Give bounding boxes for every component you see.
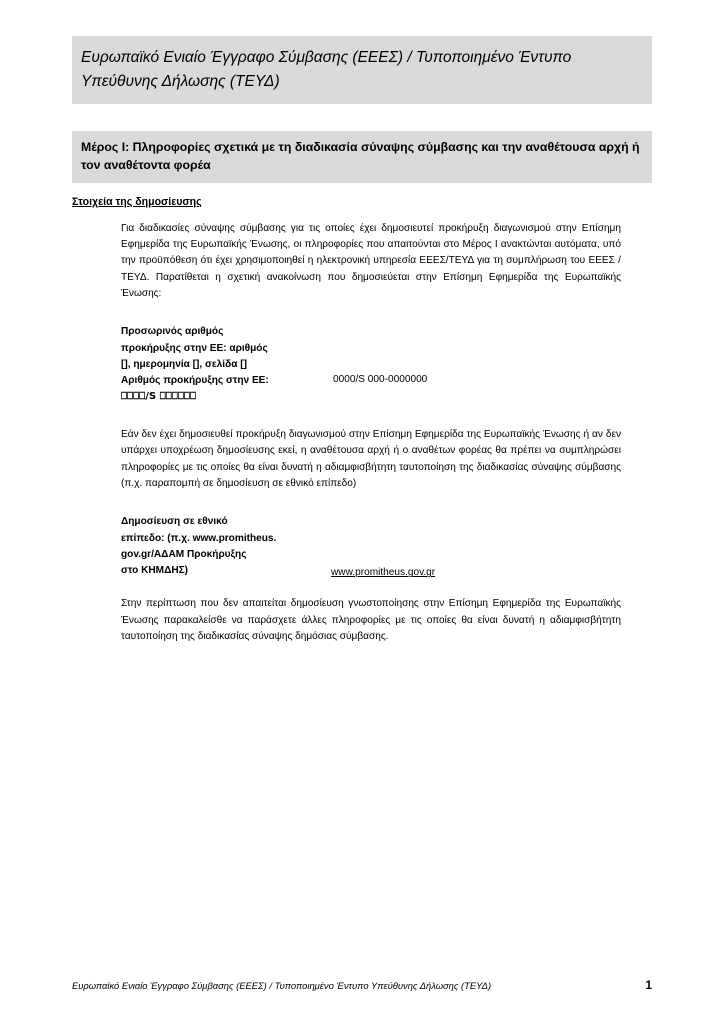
field-label-line-4: Αριθμός προκήρυξης στην ΕΕ:: [121, 374, 269, 386]
document-title-banner: [72, 36, 652, 104]
paragraph-other-info: Στην περίπτωση που δεν απαιτείται δημοσίευση γνωστοποίησης στην Επίσημη Εφημερίδα της Ευρωπαϊκής Ένωσης παρακαλείσθε να παράσχετε άλλες πληροφορίες με τις οποίες θα είναι δυνατή η αδιαμφισβήτητη ταυτοποίηση της διαδικασίας σύναψης δημόσιας σύμβασης.: [121, 598, 621, 643]
field-label-national-publication: [121, 514, 311, 579]
field-label-line-2: προκήρυξης στην ΕΕ: αριθμός: [121, 342, 268, 354]
paragraph-no-eu-publication: Εάν δεν έχει δημοσιευθεί προκήρυξη διαγωνισμού στην Επίσημη Εφημερίδα της Ευρωπαϊκής Ένωσης ή αν δεν υπάρχει υποχρέωση δημοσίευσης εκεί, η αναθέτουσα αρχή ή ο αναθέτων φορέας θα πρέπει να συμπληρώσει πληροφορίες με τις οποίες θα είναι δυνατή η αδιαμφισβήτητη ταυτοποίηση της διαδικασίας σύναψης σύμβασης (π.χ. παραπομπή σε δημοσίευση σε εθνικό επίπεδο): [121, 429, 621, 490]
part-heading-banner: [72, 131, 652, 183]
paragraph-publication-info: Για διαδικασίες σύναψης σύμβασης για τις οποίες έχει δημοσιευτεί προκήρυξη διαγωνισμού στην Επίσημη Εφημερίδα της Ευρωπαϊκής Ένωσης, οι πληροφορίες που απαιτούνται στο Μέρος Ι ανακτώνται αυτόματα, υπό την προϋπόθεση ότι έχει χρησιμοποιηθεί η ηλεκτρονική υπηρεσία ΕΕΕΣ/ΤΕΥΔ για τη συμπλήρωση του ΕΕΕΣ /ΤΕΥΔ. Παρατίθεται η σχετική ανακοίνωση που δημοσιεύεται στην Επίσημη Εφημερίδα της Ευρωπαϊκής Ένωσης:: [121, 222, 621, 300]
field-label-line-3: gov.gr/ΑΔΑΜ Προκήρυξης: [121, 548, 247, 560]
field-label-line-1: Δημοσίευση σε εθνικό: [121, 516, 228, 528]
page-title: Ευρωπαϊκό Ενιαίο Έγγραφο Σύμβασης (ΕΕΕΣ) / Τυποποιημένο Έντυπο Υπεύθυνης Δήλωσης (ΤΕΥΔ): [81, 49, 572, 91]
footer-page-number: 1: [645, 978, 652, 992]
field-label-line-2: επίπεδο: (π.χ. www.promitheus.: [121, 532, 277, 544]
body-block: [121, 221, 621, 646]
section-label-publication: Στοιχεία της δημοσίευσης: [72, 195, 202, 208]
field-value-national-publication: [311, 514, 435, 580]
footer-title: Ευρωπαϊκό Ενιαίο Έγγραφο Σύμβασης (ΕΕΕΣ) / Τυποποιημένο Έντυπο Υπεύθυνης Δήλωσης (ΤΕΥΔ): [72, 980, 492, 991]
field-label-line-1: Προσωρινός αριθμός: [121, 326, 224, 338]
promitheus-link[interactable]: www.promitheus.gov.gr: [331, 567, 436, 579]
part-heading: Μέρος Ι: Πληροφορίες σχετικά με τη διαδικασία σύναψης σύμβασης και την αναθέτουσα αρχή ή τον αναθέτοντα φορέα: [81, 140, 640, 172]
field-national-publication: [121, 514, 621, 580]
field-label-line-5: ⎕⎕⎕⎕/S ⎕⎕⎕⎕⎕⎕: [121, 390, 197, 402]
field-label-line-4: στο ΚΗΜΔΗΣ): [121, 564, 189, 576]
document-content: [72, 36, 652, 646]
field-eu-notice-number: [121, 324, 621, 405]
field-value-eu-notice-number: 0000/S 000-0000000: [333, 374, 428, 386]
field-label-eu-notice-number: [121, 324, 321, 405]
field-label-line-3: [], ημερομηνία [], σελίδα []: [121, 358, 247, 370]
page-footer: [72, 978, 652, 992]
